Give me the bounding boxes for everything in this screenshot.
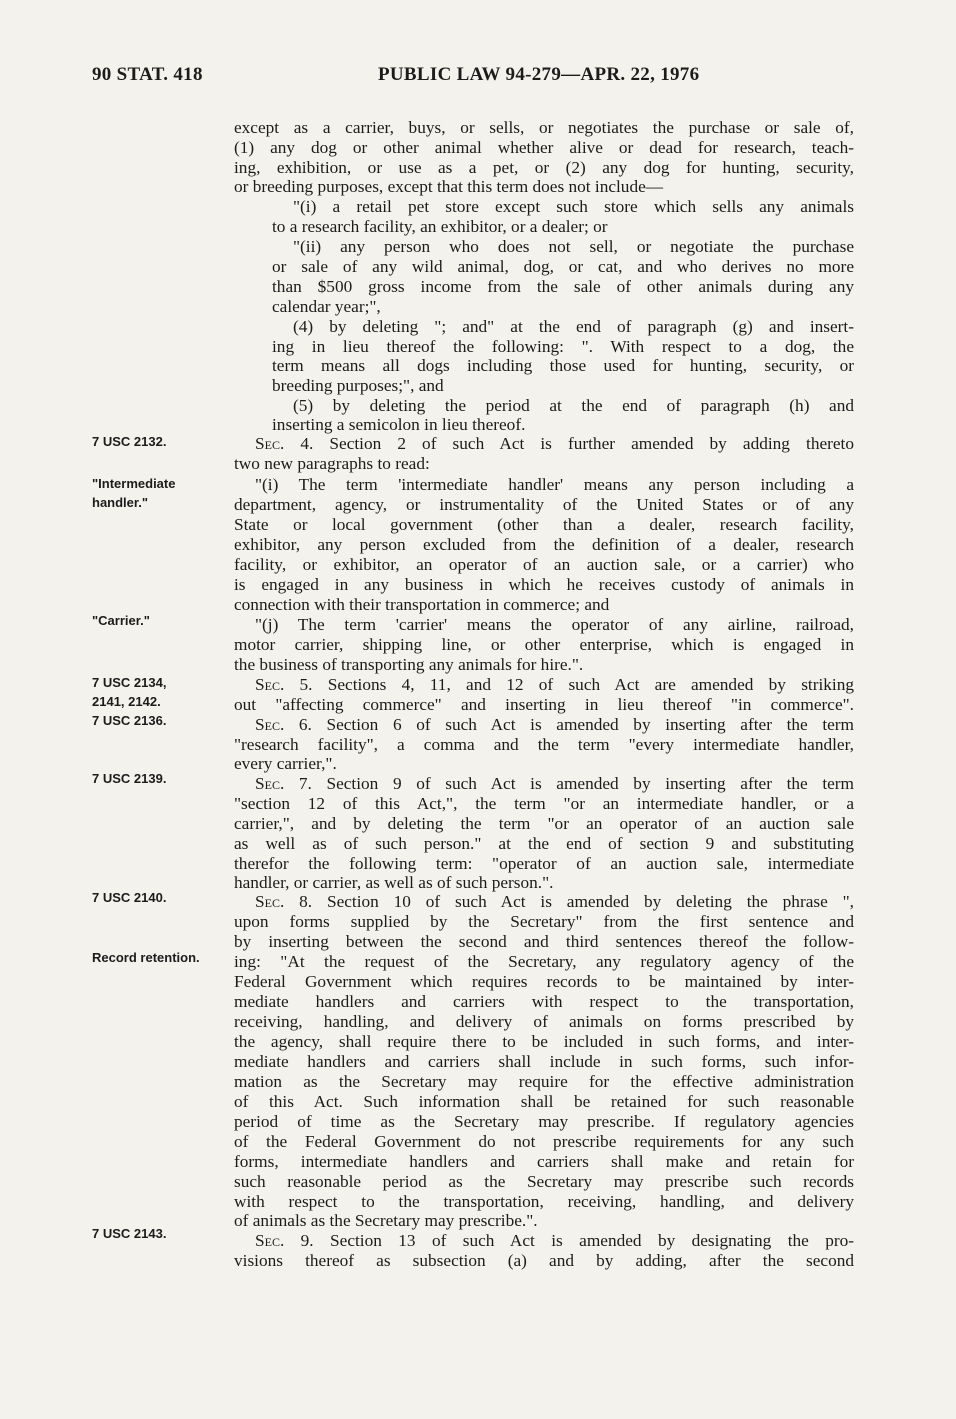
margin-note-usc-2136: 7 USC 2136. xyxy=(92,713,167,728)
text-line: receiving, handling, and delivery of animals on forms prescribed by xyxy=(234,1012,854,1031)
section-line xyxy=(255,1231,854,1251)
margin-note-usc-2134 xyxy=(92,673,224,711)
text-line: upon forms supplied by the Secretary" from the first sentence and xyxy=(234,912,854,931)
text-line: therefor the following term: "operator of an auction sale, intermediate xyxy=(234,854,854,873)
section-label: Sec. 4. xyxy=(255,434,314,453)
text-span: Section 9 of such Act is amended by inserting after the term xyxy=(326,774,854,793)
text-line: motor carrier, shipping line, or other enterprise, which is engaged in xyxy=(234,635,854,654)
margin-note-intermediate-handler xyxy=(92,474,224,512)
text-line: inserting a semicolon in lieu thereof. xyxy=(272,415,526,434)
text-line: such reasonable period as the Secretary may prescribe such records xyxy=(234,1172,854,1191)
section-line xyxy=(255,774,854,794)
text-line: except as a carrier, buys, or sells, or negotiates the purchase or sale of, xyxy=(234,118,854,137)
text-line: of the Federal Government do not prescribe requirements for any such xyxy=(234,1132,854,1151)
text-line: "research facility", a comma and the term "every intermediate handler, xyxy=(234,735,854,754)
section-label: Sec. 9. xyxy=(255,1231,314,1250)
margin-note-usc-2143: 7 USC 2143. xyxy=(92,1226,167,1241)
text-line: the agency, shall require there to be included in such forms, and inter- xyxy=(234,1032,854,1051)
section-line xyxy=(255,675,854,695)
text-line: period of time as the Secretary may prescribe. If regulatory agencies xyxy=(234,1112,854,1131)
text-line: ing in lieu thereof the following: ". With respect to a dog, the xyxy=(272,337,854,356)
text-line: of animals as the Secretary may prescribe.". xyxy=(234,1211,538,1230)
text-line: "(j) The term 'carrier' means the operator of any airline, railroad, xyxy=(255,615,854,634)
text-line: term means all dogs including those used for hunting, security, or xyxy=(272,356,854,375)
margin-note-usc-2140: 7 USC 2140. xyxy=(92,890,167,905)
text-line: or breeding purposes, except that this term does not include— xyxy=(234,177,664,196)
text-line: visions thereof as subsection (a) and by adding, after the second xyxy=(234,1251,854,1270)
text-span: Section 10 of such Act is amended by deleting the phrase ", xyxy=(326,892,854,911)
text-line: is engaged in any business in which he receives custody of animals in xyxy=(234,575,854,594)
text-span: Section 6 of such Act is amended by inserting after the term xyxy=(326,715,854,734)
text-line: every carrier,". xyxy=(234,754,337,773)
margin-note-record-retention: Record retention. xyxy=(92,950,200,965)
margin-note-carrier: "Carrier." xyxy=(92,613,150,628)
section-label: Sec. 7. xyxy=(255,774,312,793)
section-label: Sec. 6. xyxy=(255,715,312,734)
text-line: mation as the Secretary may require for the effective administration xyxy=(234,1072,854,1091)
section-line xyxy=(255,434,854,454)
text-line: ing: "At the request of the Secretary, any regulatory agency of the xyxy=(234,952,854,971)
text-line: connection with their transportation in commerce; and xyxy=(234,595,610,614)
text-line: mediate handlers and carriers with respect to the transportation, xyxy=(234,992,854,1011)
text-line: breeding purposes;", and xyxy=(272,376,444,395)
text-line: forms, intermediate handlers and carriers shall make and retain for xyxy=(234,1152,854,1171)
margin-note-usc-2139: 7 USC 2139. xyxy=(92,771,167,786)
text-line: "(i) a retail pet store except such store which sells any animals xyxy=(293,197,854,216)
text-line: "(i) The term 'intermediate handler' means any person including a xyxy=(255,475,854,494)
text-line: State or local government (other than a dealer, research facility, xyxy=(234,515,854,534)
text-line: out "affecting commerce" and inserting in lieu thereof "in commerce". xyxy=(234,695,854,714)
margin-note-line: 2141, 2142. xyxy=(92,694,161,709)
text-line: exhibitor, any person excluded from the definition of a dealer, research xyxy=(234,535,854,554)
text-line: two new paragraphs to read: xyxy=(234,454,430,473)
text-line: "(ii) any person who does not sell, or negotiate the purchase xyxy=(293,237,854,256)
section-line xyxy=(255,715,854,735)
text-line: mediate handlers and carriers shall include in such forms, such infor- xyxy=(234,1052,854,1071)
section-label: Sec. 5. xyxy=(255,675,313,694)
text-line: (5) by deleting the period at the end of paragraph (h) and xyxy=(293,396,854,415)
text-line: handler, or carrier, as well as of such person.". xyxy=(234,873,554,892)
text-line: or sale of any wild animal, dog, or cat, and who derives no more xyxy=(272,257,854,276)
text-line: department, agency, or instrumentality of the United States or of any xyxy=(234,495,854,514)
text-line: Federal Government which requires records to be maintained by inter- xyxy=(234,972,854,991)
text-line: than $500 gross income from the sale of other animals during any xyxy=(272,277,854,296)
text-line: "section 12 of this Act,", the term "or an intermediate handler, or a xyxy=(234,794,854,813)
text-line: (4) by deleting "; and" at the end of paragraph (g) and insert- xyxy=(293,317,854,336)
section-line xyxy=(255,892,854,912)
margin-note-usc-2132: 7 USC 2132. xyxy=(92,434,167,449)
page-reference: 90 STAT. 418 xyxy=(92,64,203,85)
text-line: with respect to the transportation, receiving, handling, and delivery xyxy=(234,1192,854,1211)
section-label: Sec. 8. xyxy=(255,892,313,911)
text-line: by inserting between the second and third sentences thereof the follow- xyxy=(234,932,854,951)
margin-note-line: "Intermediate xyxy=(92,476,176,491)
text-line: (1) any dog or other animal whether alive or dead for research, teach- xyxy=(234,138,854,157)
text-span: Sections 4, 11, and 12 of such Act are amended by striking xyxy=(327,675,854,694)
text-line: calendar year;", xyxy=(272,297,381,316)
text-line: the business of transporting any animals for hire.". xyxy=(234,655,584,674)
margin-note-line: 7 USC 2134, xyxy=(92,675,167,690)
text-line: to a research facility, an exhibitor, or a dealer; or xyxy=(272,217,608,236)
page-title: PUBLIC LAW 94-279—APR. 22, 1976 xyxy=(378,64,700,85)
text-line: as well as of such person." at the end of section 9 and substituting xyxy=(234,834,854,853)
margin-note-line: handler." xyxy=(92,495,149,510)
text-line: of this Act. Such information shall be retained for such reasonable xyxy=(234,1092,854,1111)
text-line: facility, or exhibitor, an operator of an auction sale, or a carrier) who xyxy=(234,555,854,574)
text-line: carrier,", and by deleting the term "or an operator of an auction sale xyxy=(234,814,854,833)
text-span: Section 2 of such Act is further amended by adding thereto xyxy=(329,434,854,453)
text-line: ing, exhibition, or use as a pet, or (2) any dog for hunting, security, xyxy=(234,158,854,177)
text-span: Section 13 of such Act is amended by designating the pro- xyxy=(330,1231,855,1250)
